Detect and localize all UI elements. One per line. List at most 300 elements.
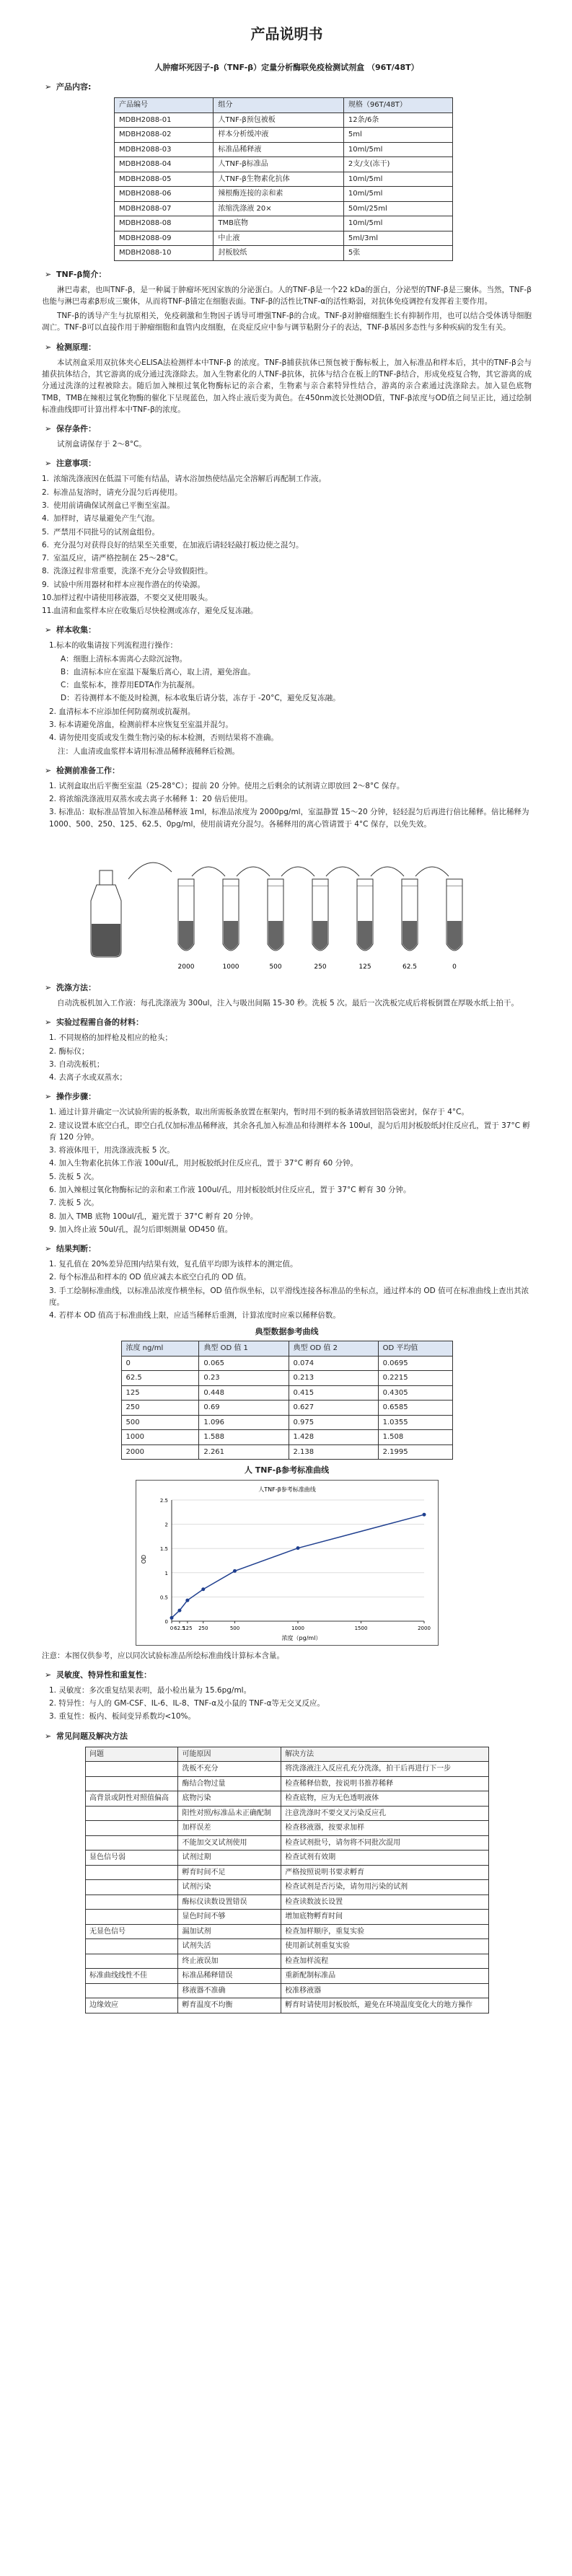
item-number: 10. bbox=[42, 593, 54, 602]
item-text: B：血清标本应在室温下凝集后离心，取上清，避免溶血。 bbox=[61, 667, 255, 676]
item-text: 1. 不同规格的加样枪及相应的枪头； bbox=[49, 1033, 172, 1043]
list-item bbox=[42, 513, 532, 524]
item-text: 标准品复溶时，请充分混匀后再使用。 bbox=[53, 488, 182, 497]
contents-table-cell: 中止液 bbox=[214, 231, 344, 246]
doc-title: 产品说明书 bbox=[250, 25, 323, 43]
faq-table-cell: 酶结合物过量 bbox=[178, 1776, 281, 1791]
contents-table-cell: 人TNF-β生物素化抗体 bbox=[214, 172, 344, 187]
item-text: 3. 标本请避免溶血，检测前样本应恢复至室温并混匀。 bbox=[49, 720, 233, 729]
curve-table-row bbox=[121, 1444, 452, 1460]
tube-liquid bbox=[313, 921, 327, 950]
tube-cap-icon bbox=[178, 879, 194, 886]
chart-data-point bbox=[201, 1587, 205, 1591]
list-item bbox=[49, 780, 532, 792]
contents-table-cell: 人TNF-β标准品 bbox=[214, 157, 344, 172]
list-item bbox=[49, 1059, 532, 1070]
faq-table-cell: 终止液误加 bbox=[178, 1954, 281, 1969]
list-item bbox=[49, 1171, 532, 1183]
bullet-icon: ➢ bbox=[45, 765, 52, 775]
samples-heading: ➢ 样本收集： bbox=[45, 624, 532, 636]
samples-note: 注：人血清或血浆样本请用标准品稀释液稀释后检测。 bbox=[58, 746, 239, 756]
faq-table-header-cell: 问题 bbox=[86, 1747, 178, 1762]
curve-table-caption: 典型数据参考曲线 bbox=[255, 1327, 319, 1337]
list-item bbox=[61, 666, 532, 678]
chart-x-tick-label: 1500 bbox=[354, 1625, 367, 1631]
curve-table-cell: 0.065 bbox=[199, 1356, 289, 1371]
bullet-icon: ➢ bbox=[45, 269, 52, 279]
chart-caption: 人 TNF-β参考标准曲线 bbox=[244, 1465, 330, 1476]
list-item bbox=[42, 473, 532, 485]
bullet-icon: ➢ bbox=[45, 982, 52, 992]
item-text: C：血浆标本，推荐用EDTA作为抗凝剂。 bbox=[61, 681, 200, 690]
curve-table-cell: 2.138 bbox=[289, 1444, 378, 1460]
curve-table-row bbox=[121, 1371, 452, 1386]
faq-table-cell: 孵育时间不足 bbox=[178, 1865, 281, 1880]
dilution-illustration bbox=[71, 836, 503, 973]
contents-table-row bbox=[115, 142, 453, 157]
contents-table-cell: 2支/支(冻干) bbox=[343, 157, 452, 172]
chart-data-point bbox=[233, 1569, 237, 1572]
contents-table-cell: 10ml/5ml bbox=[343, 216, 452, 231]
item-text: 室温反应，请严格控制在 25～28°C。 bbox=[53, 554, 183, 563]
item-text: 2. 建议设置本底空白孔，即空白孔仅加标准品稀释液，其余各孔加入标准品和待测样本各 100ul，混匀后用封板胶纸封住反应孔，置于 37°C 孵育 120 分钟。 bbox=[49, 1121, 530, 1142]
contents-table-cell: MDBH2088-04 bbox=[115, 157, 214, 172]
contents-table-row bbox=[115, 157, 453, 172]
perf-list bbox=[42, 1685, 532, 1723]
contents-table-row bbox=[115, 201, 453, 216]
faq-table-cell: 检查加样流程 bbox=[281, 1954, 489, 1969]
faq-table-cell: 不能加交叉试剂使用 bbox=[178, 1835, 281, 1851]
list-item bbox=[49, 793, 532, 805]
contents-table-header-cell: 产品编号 bbox=[115, 98, 214, 113]
arrow-icon bbox=[192, 867, 225, 876]
faq-table-row bbox=[86, 1791, 489, 1807]
curve-table-cell: 0.975 bbox=[289, 1415, 378, 1430]
list-item bbox=[49, 1157, 532, 1169]
curve-table-row bbox=[121, 1401, 452, 1416]
faq-table-row bbox=[86, 1762, 489, 1777]
bullet-icon: ➢ bbox=[45, 82, 52, 92]
item-text: 3. 重复性：板内、板间变异系数均<10%。 bbox=[49, 1712, 195, 1721]
samples-list bbox=[42, 653, 532, 705]
item-text: 2. 每个标准品和样本的 OD 值应减去本底空白孔的 OD 值。 bbox=[49, 1273, 251, 1282]
arrow-icon bbox=[237, 867, 270, 876]
faq-table-cell: 检查试剂批号，请勿将不同批次混用 bbox=[281, 1835, 489, 1851]
contents-table-row bbox=[115, 216, 453, 231]
tube-label: 125 bbox=[358, 963, 371, 971]
contents-table-cell: MDBH2088-07 bbox=[115, 201, 214, 216]
contents-table-cell: MDBH2088-05 bbox=[115, 172, 214, 187]
item-text: 6. 加入辣根过氧化物酶标记的亲和素工作液 100ul/孔，用封板胶纸封住反应孔，置于 37°C 孵育 30 分钟。 bbox=[49, 1185, 411, 1194]
curve-table-cell: 1.428 bbox=[289, 1430, 378, 1445]
storage-text: 试剂盒请保存于 2～8°C。 bbox=[57, 440, 146, 449]
curve-table-cell: 0 bbox=[121, 1356, 199, 1371]
faq-table-cell: 显色时间不够 bbox=[178, 1910, 281, 1925]
faq-table-cell: 检查稀释倍数，按说明书推荐稀释 bbox=[281, 1776, 489, 1791]
item-text: 2. 酶标仪； bbox=[49, 1046, 89, 1056]
contents-table-cell: MDBH2088-08 bbox=[115, 216, 214, 231]
curve-table-header-cell: OD 平均值 bbox=[378, 1341, 452, 1357]
item-text: 2. 将浓缩洗涤液用双蒸水或去离子水稀释 1：20 倍后使用。 bbox=[49, 795, 252, 804]
list-item bbox=[42, 565, 532, 577]
bullet-icon: ➢ bbox=[45, 1244, 52, 1254]
item-text: D：若待测样本不能及时检测，标本收集后请分装，冻存于 -20°C，避免反复冻融。 bbox=[61, 694, 340, 703]
curve-table-cell: 0.4305 bbox=[378, 1385, 452, 1401]
tube-label: 2000 bbox=[177, 963, 194, 971]
list-item bbox=[49, 1197, 532, 1209]
curve-table-cell: 0.0695 bbox=[378, 1356, 452, 1371]
faq-table-row bbox=[86, 1880, 489, 1895]
principle-heading: ➢ 检测原理： bbox=[45, 341, 532, 353]
steps-heading: ➢ 操作步骤： bbox=[45, 1090, 532, 1103]
contents-heading: ➢ 产品内容: bbox=[45, 81, 532, 93]
standard-curve-chart bbox=[136, 1480, 439, 1646]
list-item bbox=[49, 1271, 532, 1283]
list-item bbox=[49, 1211, 532, 1222]
contents-table-row bbox=[115, 113, 453, 128]
notes-list bbox=[42, 473, 532, 617]
list-item bbox=[49, 1106, 532, 1118]
contents-table-cell: 12条/6条 bbox=[343, 113, 452, 128]
tube-label: 0 bbox=[452, 963, 457, 971]
samples-extra-list bbox=[42, 706, 532, 744]
faq-table-cell bbox=[86, 1776, 178, 1791]
contents-table-cell: 5ml bbox=[343, 128, 452, 143]
chart-y-tick-label: 2.5 bbox=[159, 1497, 168, 1504]
principle-text: 本试剂盒采用双抗体夹心ELISA法检测样本中TNF-β 的浓度。TNF-β捕获抗体已预包被于酶标板上，加入标准品和样本后，其中的TNF-β会与捕获抗体结合，其它游离的成分通过洗涤除去。加入生物素化的人TNF-β抗体，抗体与结合在板上的TNF-β结合，形成免疫复合物，其它游离的成分通过洗涤的过程被除去。随后加入辣根过氧化物酶标记的亲合素，生物素与亲合素特异性结合，游离的亲合素通过洗涤除去。加入显色底物TMB，TMB在辣根过氧化物酶的催化下呈现蓝色，加入终止液后变为黄色。在450nm波长处测OD值，TNF-β浓度与OD值之间呈正比，通过绘制标准曲线即可计算出样本中TNF-β的浓度。 bbox=[42, 358, 532, 414]
contents-table-cell: 封板胶纸 bbox=[214, 246, 344, 261]
faq-table-row bbox=[86, 1851, 489, 1866]
item-text: 浓缩洗涤液因在低温下可能有结晶，请水浴加热使结晶完全溶解后再配制工作液。 bbox=[53, 475, 326, 484]
bullet-icon: ➢ bbox=[45, 1669, 52, 1680]
faq-table-header-cell: 可能原因 bbox=[178, 1747, 281, 1762]
list-item bbox=[42, 526, 532, 538]
curve-table-cell: 0.213 bbox=[289, 1371, 378, 1386]
faq-table-cell bbox=[86, 1821, 178, 1836]
item-text: 使用前请确保试剂盒已平衡至室温。 bbox=[53, 500, 175, 510]
list-item bbox=[42, 487, 532, 498]
curve-table-cell: 2000 bbox=[121, 1444, 199, 1460]
faq-table-cell bbox=[86, 1880, 178, 1895]
curve-table-cell: 0.6585 bbox=[378, 1401, 452, 1416]
item-number: 8. bbox=[42, 567, 50, 576]
contents-table-cell: 样本分析缓冲液 bbox=[214, 128, 344, 143]
faq-table-cell: 试剂失活 bbox=[178, 1939, 281, 1954]
curve-table-cell: 1.588 bbox=[199, 1430, 289, 1445]
item-text: 加样时，请尽量避免产生气泡。 bbox=[53, 514, 159, 524]
contents-table-row bbox=[115, 231, 453, 246]
contents-table-cell: MDBH2088-09 bbox=[115, 231, 214, 246]
faq-table-row bbox=[86, 1776, 489, 1791]
faq-table-cell: 检查底物，应为无色透明液体 bbox=[281, 1791, 489, 1807]
curve-table-cell: 2.1995 bbox=[378, 1444, 452, 1460]
item-text: 血清和血浆样本应在收集后尽快检测或冻存，避免反复冻融。 bbox=[53, 606, 258, 616]
faq-table-header-cell: 解决方法 bbox=[281, 1747, 489, 1762]
faq-table-cell: 高背景或阴性对照值偏高 bbox=[86, 1791, 178, 1807]
list-item bbox=[61, 679, 532, 691]
faq-table-cell: 试剂污染 bbox=[178, 1880, 281, 1895]
wash-text: 自动洗板机加入工作液：每孔洗涤液为 300ul，注入与吸出间隔 15-30 秒。洗板 5 次。最后一次洗板完成后将板倒置在厚吸水纸上拍干。 bbox=[57, 998, 519, 1007]
item-number: 9. bbox=[42, 580, 50, 589]
tube-cap-icon bbox=[402, 879, 418, 886]
faq-table-cell: 检查移液器，按要求加样 bbox=[281, 1821, 489, 1836]
list-item bbox=[61, 653, 532, 665]
chart-data-point bbox=[170, 1615, 173, 1619]
faq-table-cell: 试剂过期 bbox=[178, 1851, 281, 1866]
contents-table-header-cell: 组分 bbox=[214, 98, 344, 113]
intro-heading: ➢ TNF-β简介： bbox=[45, 268, 532, 281]
bullet-icon: ➢ bbox=[45, 1731, 52, 1741]
item-text: 2. 特异性：与人的 GM-CSF、IL-6、IL-8、TNF-α及小鼠的 TNF-α等无交叉反应。 bbox=[49, 1699, 325, 1708]
list-item bbox=[49, 1258, 532, 1270]
item-text: 4. 请勿使用变质或发生微生物污染的标本检测，否则结果将不准确。 bbox=[49, 733, 278, 743]
chart-x-tick-label: 62.5 bbox=[173, 1625, 185, 1631]
list-item bbox=[49, 706, 532, 718]
stock-bottle-icon bbox=[91, 870, 121, 957]
chart-y-tick-label: 1 bbox=[164, 1570, 168, 1576]
bullet-icon: ➢ bbox=[45, 625, 52, 635]
tube-label: 62.5 bbox=[402, 963, 417, 971]
chart-y-tick-label: 0.5 bbox=[159, 1594, 168, 1600]
faq-table-cell: 孵育时请使用封板胶纸，避免在环境温度变化大的地方操作 bbox=[281, 1998, 489, 2013]
faq-table-cell: 检查加样顺序，重复实验 bbox=[281, 1924, 489, 1939]
faq-heading: ➢ 常见问题及解决方法 bbox=[45, 1730, 532, 1742]
item-text: 2. 血清标本不应添加任何防腐剂或抗凝剂。 bbox=[49, 707, 195, 716]
faq-table-row bbox=[86, 1865, 489, 1880]
arrow-icon bbox=[128, 863, 172, 879]
tube-cap-icon bbox=[268, 879, 283, 886]
faq-table-cell: 检查试剂是否污染，请勿用污染的试剂 bbox=[281, 1880, 489, 1895]
tube-label: 250 bbox=[313, 963, 327, 971]
chart-y-tick-label: 2 bbox=[164, 1522, 168, 1528]
chart-x-tick-label: 1000 bbox=[291, 1625, 304, 1631]
list-item bbox=[49, 806, 532, 830]
chart-x-tick-label: 2000 bbox=[417, 1625, 431, 1631]
perf-heading: ➢ 灵敏度、特异性和重复性： bbox=[45, 1669, 532, 1681]
item-text: 4. 加入生物素化抗体工作液 100ul/孔，用封板胶纸封住反应孔，置于 37°C 孵育 60 分钟。 bbox=[49, 1159, 358, 1168]
faq-table bbox=[85, 1747, 489, 2013]
list-item bbox=[42, 552, 532, 564]
faq-table-cell: 标准曲线线性不佳 bbox=[86, 1969, 178, 1984]
curve-table-cell: 0.23 bbox=[199, 1371, 289, 1386]
item-text: 5. 洗板 5 次。 bbox=[49, 1172, 99, 1181]
chart-x-tick-label: 250 bbox=[198, 1625, 208, 1631]
curve-table-cell: 0.415 bbox=[289, 1385, 378, 1401]
contents-table-cell: MDBH2088-10 bbox=[115, 246, 214, 261]
faq-table-cell: 重新配制标准品 bbox=[281, 1969, 489, 1984]
bullet-icon: ➢ bbox=[45, 424, 52, 434]
tube-cap-icon bbox=[357, 879, 373, 886]
faq-table-row bbox=[86, 1821, 489, 1836]
tube-label: 500 bbox=[268, 963, 282, 971]
item-text: 3. 自动洗板机； bbox=[49, 1059, 105, 1069]
curve-table-cell: 1.508 bbox=[378, 1430, 452, 1445]
faq-table-cell: 标准品稀释错误 bbox=[178, 1969, 281, 1984]
faq-table-cell bbox=[86, 1835, 178, 1851]
list-item bbox=[49, 1285, 532, 1309]
tube-liquid bbox=[402, 921, 417, 950]
tube-liquid bbox=[224, 921, 238, 950]
item-text: 9. 加入终止液 50ul/孔，混匀后即刻测量 OD450 值。 bbox=[49, 1225, 233, 1234]
faq-table-cell: 阳性对照/标准品未正确配制 bbox=[178, 1806, 281, 1821]
notes-heading: ➢ 注意事项： bbox=[45, 457, 532, 469]
curve-table-header-cell: 浓度 ng/ml bbox=[121, 1341, 199, 1357]
item-text: 3. 手工绘制标准曲线，以标准品浓度作横坐标，OD 值作纵坐标，以平滑线连接各标准品的坐标点，通过样本的 OD 值可在标准曲线上查出其浓度。 bbox=[49, 1286, 529, 1307]
samples-intro: 1.标本的收集请按下列流程进行操作： bbox=[49, 641, 178, 650]
list-item bbox=[49, 1032, 532, 1044]
list-item bbox=[49, 1184, 532, 1196]
curve-table-cell: 1.0355 bbox=[378, 1415, 452, 1430]
curve-table-cell: 500 bbox=[121, 1415, 199, 1430]
curve-table-cell: 0.448 bbox=[199, 1385, 289, 1401]
curve-table-cell: 0.69 bbox=[199, 1401, 289, 1416]
faq-table-cell: 加样误差 bbox=[178, 1821, 281, 1836]
list-item bbox=[61, 692, 532, 704]
materials-heading: ➢ 实验过程需自备的材料： bbox=[45, 1016, 532, 1028]
faq-table-cell: 酶标仪读数设置错误 bbox=[178, 1894, 281, 1910]
faq-table-cell bbox=[86, 1762, 178, 1777]
item-text: 1. 灵敏度：多次重复结果表明，最小检出量为 15.6pg/ml。 bbox=[49, 1685, 252, 1695]
arrow-icon bbox=[281, 867, 314, 876]
item-text: 1. 通过计算并确定一次试验所需的板条数，取出所需板条放置在框架内，暂时用不到的板条请放回铝箔袋密封，保存于 4°C。 bbox=[49, 1108, 469, 1117]
prep-heading: ➢ 检测前准备工作： bbox=[45, 764, 532, 777]
chart-y-tick-label: 1.5 bbox=[159, 1545, 168, 1552]
item-number: 11. bbox=[42, 606, 54, 616]
item-text: 严禁用不同批号的试剂盒组份。 bbox=[53, 527, 159, 537]
contents-table-cell: 10ml/5ml bbox=[343, 187, 452, 202]
list-item bbox=[42, 539, 532, 551]
list-item bbox=[49, 1224, 532, 1235]
list-item bbox=[49, 719, 532, 731]
list-item bbox=[49, 1046, 532, 1057]
steps-list bbox=[42, 1106, 532, 1235]
faq-table-row bbox=[86, 1939, 489, 1954]
curve-table-row bbox=[121, 1430, 452, 1445]
curve-table bbox=[121, 1341, 453, 1460]
curve-table-row bbox=[121, 1356, 452, 1371]
bullet-icon: ➢ bbox=[45, 1018, 52, 1028]
faq-table-cell bbox=[86, 1983, 178, 1998]
curve-table-cell: 0.627 bbox=[289, 1401, 378, 1416]
faq-table-row bbox=[86, 1983, 489, 1998]
faq-table-cell: 将洗涤液注入反应孔充分洗涤，拍干后再进行下一步 bbox=[281, 1762, 489, 1777]
doc-subtitle: 人肿瘤坏死因子-β（TNF-β）定量分析酶联免疫检测试剂盒 （96T/48T） bbox=[154, 63, 419, 72]
faq-table-cell bbox=[86, 1806, 178, 1821]
tube-liquid bbox=[179, 921, 193, 950]
faq-table-cell bbox=[86, 1939, 178, 1954]
faq-table-row bbox=[86, 1969, 489, 1984]
curve-table-cell: 250 bbox=[121, 1401, 199, 1416]
faq-table-cell: 注意洗涤时不要交叉污染反应孔 bbox=[281, 1806, 489, 1821]
faq-table-cell bbox=[86, 1910, 178, 1925]
item-text: 洗涤过程非常重要，洗涤不充分会导致假阳性。 bbox=[53, 567, 213, 576]
list-item bbox=[42, 605, 532, 617]
chart-x-tick-label: 0 bbox=[170, 1625, 173, 1631]
list-item bbox=[49, 732, 532, 744]
bullet-icon: ➢ bbox=[45, 1092, 52, 1102]
faq-table-row bbox=[86, 1954, 489, 1969]
contents-table-row bbox=[115, 246, 453, 261]
curve-table-row bbox=[121, 1385, 452, 1401]
curve-table-row bbox=[121, 1415, 452, 1430]
curve-table-header-cell: 典型 OD 值 2 bbox=[289, 1341, 378, 1357]
faq-table-row bbox=[86, 1924, 489, 1939]
curve-table-cell: 1.096 bbox=[199, 1415, 289, 1430]
curve-table-cell: 125 bbox=[121, 1385, 199, 1401]
faq-table-cell bbox=[86, 1954, 178, 1969]
contents-table-row bbox=[115, 172, 453, 187]
contents-table-cell: 人TNF-β预包被板 bbox=[214, 113, 344, 128]
item-text: 1. 复孔值在 20%差异范围内结果有效，复孔值平均即为该样本的测定值。 bbox=[49, 1260, 298, 1269]
tube-cap-icon bbox=[223, 879, 239, 886]
chart-y-tick-label: 0 bbox=[164, 1618, 168, 1625]
faq-table-row bbox=[86, 1835, 489, 1851]
item-text: 7. 洗板 5 次。 bbox=[49, 1199, 99, 1208]
faq-table-row bbox=[86, 1806, 489, 1821]
contents-table-cell: 10ml/5ml bbox=[343, 172, 452, 187]
faq-table-cell: 校准移液器 bbox=[281, 1983, 489, 1998]
list-item bbox=[49, 1698, 532, 1709]
item-number: 5. bbox=[42, 527, 50, 537]
item-text: 3. 标准品：取标准品管加入标准品稀释液 1ml，标准品浓度为 2000pg/ml，室温静置 15～20 分钟，轻轻混匀后再进行倍比稀释。倍比稀释为 1000、500、250、125、62.5、0pg/ml，使用前请充分混匀。各稀释用的离心管请置于 4°C 保存，以免失效。 bbox=[49, 808, 529, 829]
list-item bbox=[49, 1120, 532, 1144]
tube-cap-icon bbox=[446, 879, 462, 886]
faq-table-cell: 移液器不准确 bbox=[178, 1983, 281, 1998]
faq-table-row bbox=[86, 1910, 489, 1925]
chart-frame bbox=[136, 1480, 438, 1645]
materials-list bbox=[42, 1032, 532, 1083]
results-list bbox=[42, 1258, 532, 1321]
arrow-icon bbox=[326, 867, 359, 876]
contents-table-cell: MDBH2088-06 bbox=[115, 187, 214, 202]
list-item bbox=[49, 1685, 532, 1696]
curve-table-header-cell: 典型 OD 值 1 bbox=[199, 1341, 289, 1357]
chart-x-tick-label: 125 bbox=[182, 1625, 193, 1631]
curve-table-cell: 0.074 bbox=[289, 1356, 378, 1371]
faq-table-cell: 无显色信号 bbox=[86, 1924, 178, 1939]
faq-table-cell bbox=[86, 1865, 178, 1880]
contents-table-cell: 50ml/25ml bbox=[343, 201, 452, 216]
arrow-icon bbox=[371, 867, 404, 876]
storage-heading: ➢ 保存条件： bbox=[45, 423, 532, 435]
chart-y-label: OD bbox=[140, 1554, 147, 1563]
bullet-icon: ➢ bbox=[45, 342, 52, 352]
item-text: 试验中所用器材和样本应视作潜在的传染源。 bbox=[53, 580, 205, 589]
list-item bbox=[42, 500, 532, 511]
item-number: 6. bbox=[42, 540, 50, 550]
wash-heading: ➢ 洗涤方法： bbox=[45, 982, 532, 994]
faq-table-cell: 孵育温度不均衡 bbox=[178, 1998, 281, 2013]
results-heading: ➢ 结果判断： bbox=[45, 1243, 532, 1255]
arrow-icon bbox=[415, 867, 449, 876]
item-number: 4. bbox=[42, 514, 50, 524]
list-item bbox=[42, 592, 532, 604]
contents-table bbox=[114, 97, 453, 261]
faq-table-row bbox=[86, 1998, 489, 2013]
contents-table-cell: 标准品稀释液 bbox=[214, 142, 344, 157]
contents-table-cell: 5ml/3ml bbox=[343, 231, 452, 246]
faq-table-cell: 底物污染 bbox=[178, 1791, 281, 1807]
contents-table-header-cell: 规格（96T/48T） bbox=[343, 98, 452, 113]
curve-table-cell: 0.2215 bbox=[378, 1371, 452, 1386]
item-text: 3. 将液体甩干，用洗涤液洗板 5 次。 bbox=[49, 1146, 175, 1155]
item-number: 7. bbox=[42, 554, 50, 563]
tube-liquid bbox=[268, 921, 283, 950]
chart-data-point bbox=[422, 1512, 426, 1516]
list-item bbox=[49, 1711, 532, 1722]
contents-table-row bbox=[115, 128, 453, 143]
bullet-icon: ➢ bbox=[45, 459, 52, 469]
